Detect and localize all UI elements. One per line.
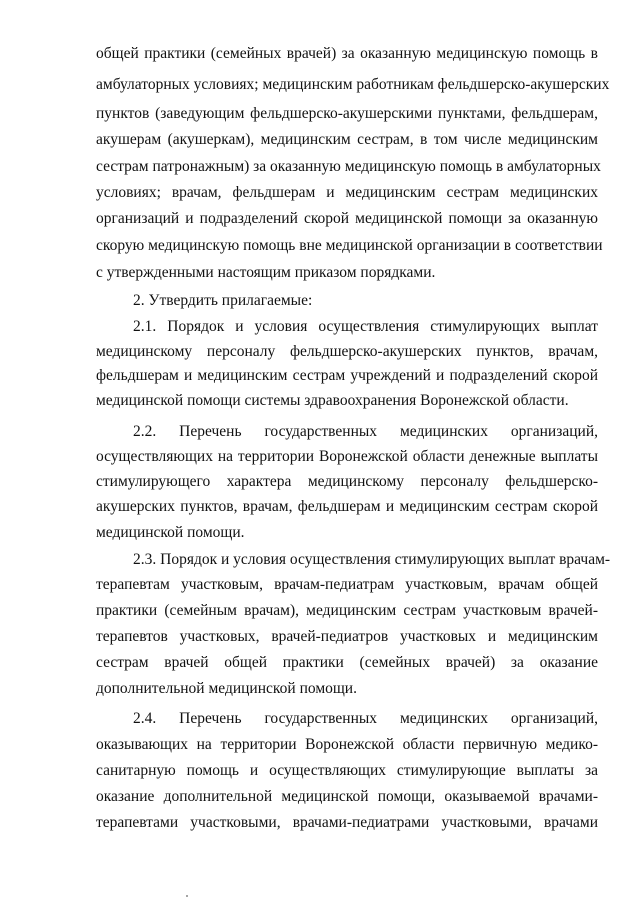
text-line: общей практики (семейных врачей) за оказанную медицинскую помощь в [96, 45, 598, 62]
text-line: осуществляющих на территории Воронежской области денежные выплаты [96, 448, 598, 465]
text-line: оказание дополнительной медицинской помощи, оказываемой врачами- [96, 788, 598, 805]
text-line: пунктов (заведующим фельдшерско-акушерскими пунктами, фельдшерам, [96, 105, 598, 122]
text-line: скорую медицинскую помощь вне медицинской организации в соответствии [96, 237, 603, 254]
text-line: сестрам патронажным) за оказанную медицинскую помощь в амбулаторных [96, 158, 601, 175]
scan-speck [186, 895, 188, 897]
text-line: фельдшерам и медицинским сестрам учреждений и подразделений скорой [96, 367, 598, 384]
text-line: терапевтам участковым, врачам-педиатрам участковым, врачам общей [96, 576, 598, 593]
text-line: сестрам врачей общей практики (семейных врачей) за оказание [96, 654, 598, 671]
text-line: медицинской помощи системы здравоохранения Воронежской области. [96, 392, 569, 409]
text-line: амбулаторных условиях; медицинским работникам фельдшерско-акушерских [96, 76, 610, 93]
list-item-2-3: 2.3. Порядок и условия осуществления стимулирующих выплат врачам- [133, 551, 611, 568]
text-line: с утвержденными настоящим приказом порядками. [96, 264, 436, 281]
list-item-2-2: 2.2. Перечень государственных медицинских организаций, [133, 423, 598, 440]
text-line: условиях; врачам, фельдшерам и медицинским сестрам медицинских [96, 184, 598, 201]
text-line: практики (семейным врачам), медицинским сестрам участковым врачей- [96, 602, 598, 619]
list-item-2-4: 2.4. Перечень государственных медицинских организаций, [133, 710, 598, 727]
list-item-2-1: 2.1. Порядок и условия осуществления стимулирующих выплат [133, 318, 598, 335]
text-line: терапевтами участковыми, врачами-педиатрами участковыми, врачами [96, 814, 598, 831]
text-line: акушерских пунктов, врачам, фельдшерам и медицинским сестрам скорой [96, 498, 598, 515]
text-line: медицинскому персоналу фельдшерско-акушерских пунктов, врачам, [96, 343, 598, 360]
text-line: терапевтов участковых, врачей-педиатров участковых и медицинским [96, 628, 598, 645]
text-line: дополнительной медицинской помощи. [96, 680, 357, 697]
text-line: санитарную помощь и осуществляющих стимулирующие выплаты за [96, 762, 598, 779]
text-line: оказывающих на территории Воронежской области первичную медико- [96, 736, 598, 753]
paragraph-heading: 2. Утвердить прилагаемые: [133, 292, 313, 309]
text-line: медицинской помощи. [96, 524, 245, 541]
text-line: акушерам (акушеркам), медицинским сестрам, в том числе медицинским [96, 131, 598, 148]
text-line: организаций и подразделений скорой медицинской помощи за оказанную [96, 210, 598, 227]
text-line: стимулирующего характера медицинскому персоналу фельдшерско- [96, 473, 598, 490]
